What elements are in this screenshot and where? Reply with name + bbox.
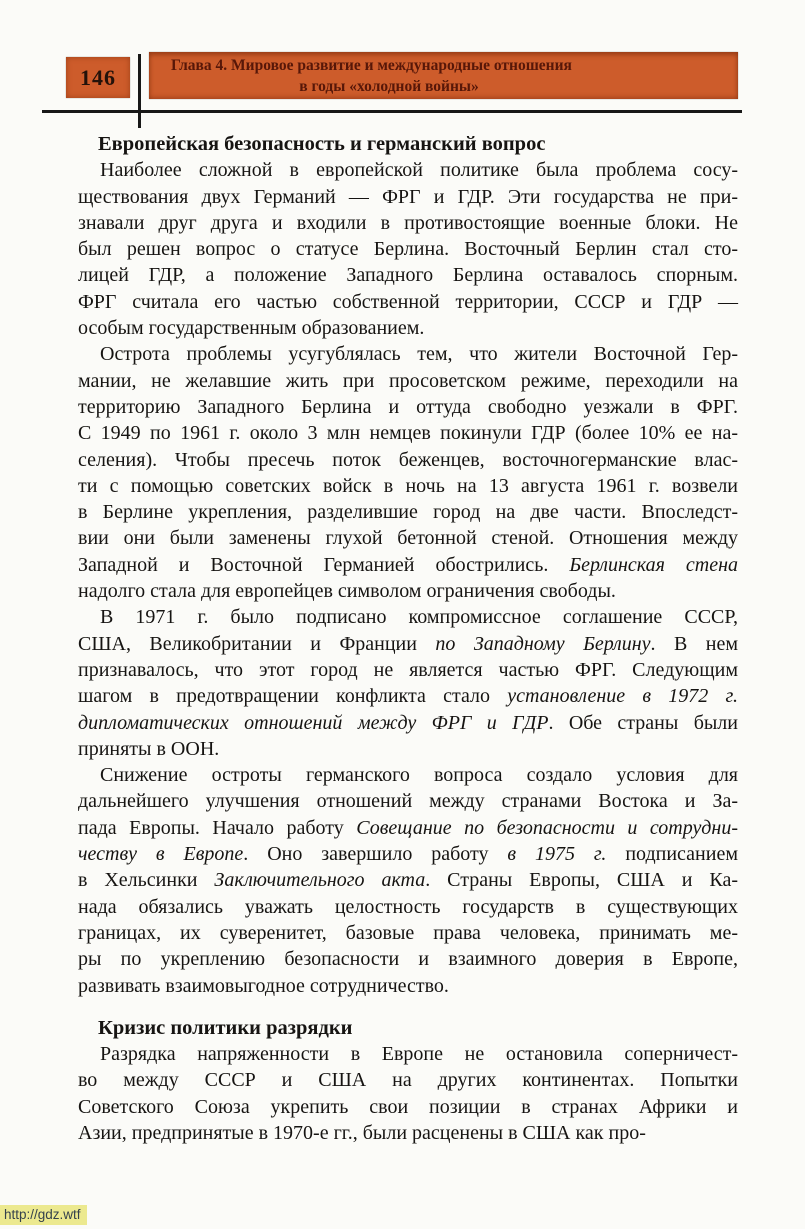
text-line	[78, 973, 738, 999]
text-run: ществования двух Германий — ФРГ и ГДР. Эти государства не при-	[78, 185, 738, 208]
text-run: надолго стала для европейцев символом ограничения свободы.	[78, 580, 616, 603]
text-run: Советского Союза укрепить свои позиции в странах Африки и	[78, 1095, 738, 1118]
text-line	[78, 1094, 738, 1120]
italic-text-run: Берлинская стена	[569, 553, 738, 576]
text-run: . Обе страны были	[548, 711, 738, 734]
page-number-box	[66, 57, 130, 98]
chapter-title-band	[149, 52, 738, 99]
text-line	[78, 236, 738, 262]
text-line	[78, 315, 738, 341]
italic-text-run: в 1975 г.	[507, 843, 607, 866]
text-run: дальнейшего улучшения отношений между странами Востока и За-	[78, 790, 738, 813]
text-run: нада обязались уважать целостность государств в существующих	[78, 895, 738, 918]
text-line	[78, 894, 738, 920]
text-line	[78, 447, 738, 473]
text-run: В 1971 г. было подписано компромиссное соглашение СССР,	[100, 606, 738, 629]
text-line	[78, 157, 738, 183]
text-run: Снижение остроты германского вопроса создало условия для	[100, 764, 738, 787]
text-run: Западной и Восточной Германией обострились.	[78, 553, 570, 576]
text-line	[78, 736, 738, 762]
italic-text-run: по Западному Берлину	[435, 632, 651, 655]
chapter-title-line2: в годы «холодной войны»	[299, 78, 479, 95]
text-run: ры по укреплению безопасности и взаимного доверия в Европе,	[78, 948, 738, 971]
header-vertical-divider	[138, 54, 141, 128]
text-line	[78, 815, 738, 841]
text-run: особым государственным образованием.	[78, 317, 425, 340]
italic-text-run: дипломатических отношений между ФРГ и ГДР	[78, 711, 549, 734]
italic-text-run: Совещание по безопасности и сотрудни-	[356, 816, 738, 839]
text-line	[78, 1067, 738, 1093]
text-run: был решен вопрос о статусе Берлина. Восточный Берлин стал сто-	[78, 238, 738, 261]
text-run: . В нем	[650, 632, 738, 655]
text-line	[78, 394, 738, 420]
text-line	[78, 210, 738, 236]
text-line	[78, 762, 738, 788]
page-text-content	[78, 131, 738, 1146]
text-run: лицей ГДР, а положение Западного Берлина оставалось спорным.	[78, 264, 738, 287]
text-run: в Берлине укрепления, разделившие город на две части. Впоследст-	[78, 501, 738, 524]
text-run: территорию Западного Берлина и оттуда свободно уезжали в ФРГ.	[78, 395, 738, 418]
text-line	[78, 420, 738, 446]
text-line	[78, 657, 738, 683]
section-heading: Кризис политики разрядки	[98, 1016, 353, 1039]
text-line	[78, 946, 738, 972]
text-run: вии они были заменены глухой бетонной стеной. Отношения между	[78, 527, 738, 550]
text-run: признавалось, что этот город не является частью ФРГ. Следующим	[78, 658, 738, 681]
text-run: С 1949 по 1961 г. около 3 млн немцев покинули ГДР (более 10% ее на-	[78, 422, 738, 445]
header-rule	[42, 110, 742, 113]
text-line	[78, 262, 738, 288]
text-run: шагом в предотвращении конфликта стало	[78, 685, 508, 708]
italic-text-run: Заключительного акта	[214, 869, 426, 892]
text-line	[78, 552, 738, 578]
text-run: подписанием	[606, 843, 738, 866]
text-run: ти с помощью советских войск в ночь на 13 августа 1961 г. возвели	[78, 474, 738, 497]
text-line	[78, 1120, 738, 1146]
text-run: . Страны Европы, США и Ка-	[425, 869, 739, 892]
text-line	[78, 683, 738, 709]
text-run: пада Европы. Начало работу	[78, 816, 357, 839]
italic-text-run: честву в Европе	[78, 843, 244, 866]
text-line	[78, 841, 738, 867]
text-line	[78, 631, 738, 657]
text-line	[78, 499, 738, 525]
text-line	[78, 867, 738, 893]
italic-text-run: установление в 1972 г.	[507, 685, 738, 708]
text-run: в Хельсинки	[78, 869, 215, 892]
text-run: Наиболее сложной в европейской политике была проблема сосу-	[100, 159, 738, 182]
text-run: приняты в ООН.	[78, 737, 220, 760]
text-line	[78, 368, 738, 394]
text-run: США, Великобритании и Франции	[78, 632, 436, 655]
text-line	[78, 184, 738, 210]
section-heading: Европейская безопасность и германский вопрос	[98, 133, 546, 155]
text-line	[78, 920, 738, 946]
text-run: знавали друг друга и входили в противостоящие военные блоки. Не	[78, 211, 738, 234]
text-line	[78, 341, 738, 367]
text-run: мании, не желавшие жить при просоветском режиме, переходили на	[78, 369, 738, 392]
text-line	[78, 710, 738, 736]
text-run: границах, их суверенитет, базовые права человека, принимать ме-	[78, 921, 738, 944]
text-run: Разрядка напряженности в Европе не остановила соперничест-	[100, 1043, 738, 1066]
text-run: Азии, предпринятые в 1970-е гг., были расценены в США как про-	[78, 1121, 646, 1144]
text-line	[78, 604, 738, 630]
text-line	[78, 289, 738, 315]
text-run: Острота проблемы усугублялась тем, что жители Восточной Гер-	[100, 343, 738, 366]
text-line	[78, 473, 738, 499]
chapter-title-line1: Глава 4. Мировое развитие и международные отношения	[171, 57, 572, 74]
text-line	[78, 1041, 738, 1067]
text-run: . Оно завершило работу	[243, 843, 508, 866]
text-line	[78, 525, 738, 551]
text-line	[78, 578, 738, 604]
watermark-url: http://gdz.wtf	[0, 1205, 87, 1225]
text-run: селения). Чтобы пресечь поток беженцев, восточногерманские влас-	[78, 448, 738, 471]
text-run: ФРГ считала его частью собственной территории, СССР и ГДР —	[78, 290, 738, 313]
text-run: во между СССР и США на других континентах. Попытки	[78, 1069, 738, 1092]
text-run: развивать взаимовыгодное сотрудничество.	[78, 974, 449, 997]
text-line	[78, 788, 738, 814]
page-number: 146	[80, 64, 116, 90]
